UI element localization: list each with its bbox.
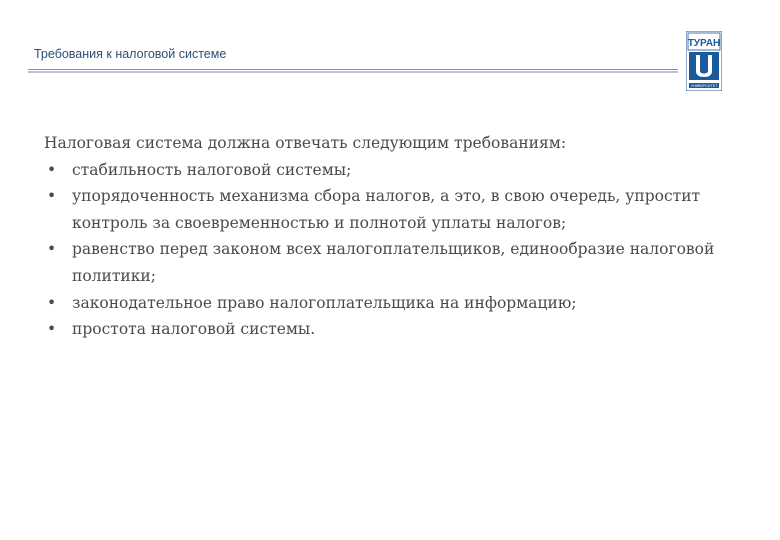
bullet-icon: • [47, 160, 57, 179]
list-item-text: законодательное право налогоплательщика на информацию; [72, 293, 577, 312]
svg-text:ТУРАН: ТУРАН [687, 38, 721, 49]
list-item [44, 183, 744, 236]
bullet-icon: • [47, 187, 57, 206]
svg-text:УНИВЕРСИТЕТ: УНИВЕРСИТЕТ [690, 84, 718, 88]
list-item [44, 316, 744, 343]
intro-text: Налоговая система должна отвечать следующим требованиям: [44, 134, 567, 152]
bullet-icon: • [47, 240, 57, 259]
slide-title: Требования к налоговой системе [34, 47, 227, 61]
list-item-text: простота налоговой системы. [72, 320, 316, 339]
list-item [44, 236, 744, 289]
list-item [44, 157, 744, 184]
list-item-text: упорядоченность механизма сбора налогов, а это, в свою очередь, упростит контроль за своевременностью и полнотой уплаты налогов; [72, 187, 701, 232]
header-divider [28, 69, 678, 73]
university-logo [686, 31, 722, 91]
list-item [44, 290, 744, 317]
bullet-icon: • [47, 320, 57, 339]
bullet-icon: • [47, 293, 57, 312]
list-item-text: равенство перед законом всех налогоплательщиков, единообразие налоговой политики; [72, 240, 715, 285]
list-item-text: стабильность налоговой системы; [72, 160, 352, 179]
slide-body [44, 130, 744, 343]
requirements-list [44, 157, 744, 343]
